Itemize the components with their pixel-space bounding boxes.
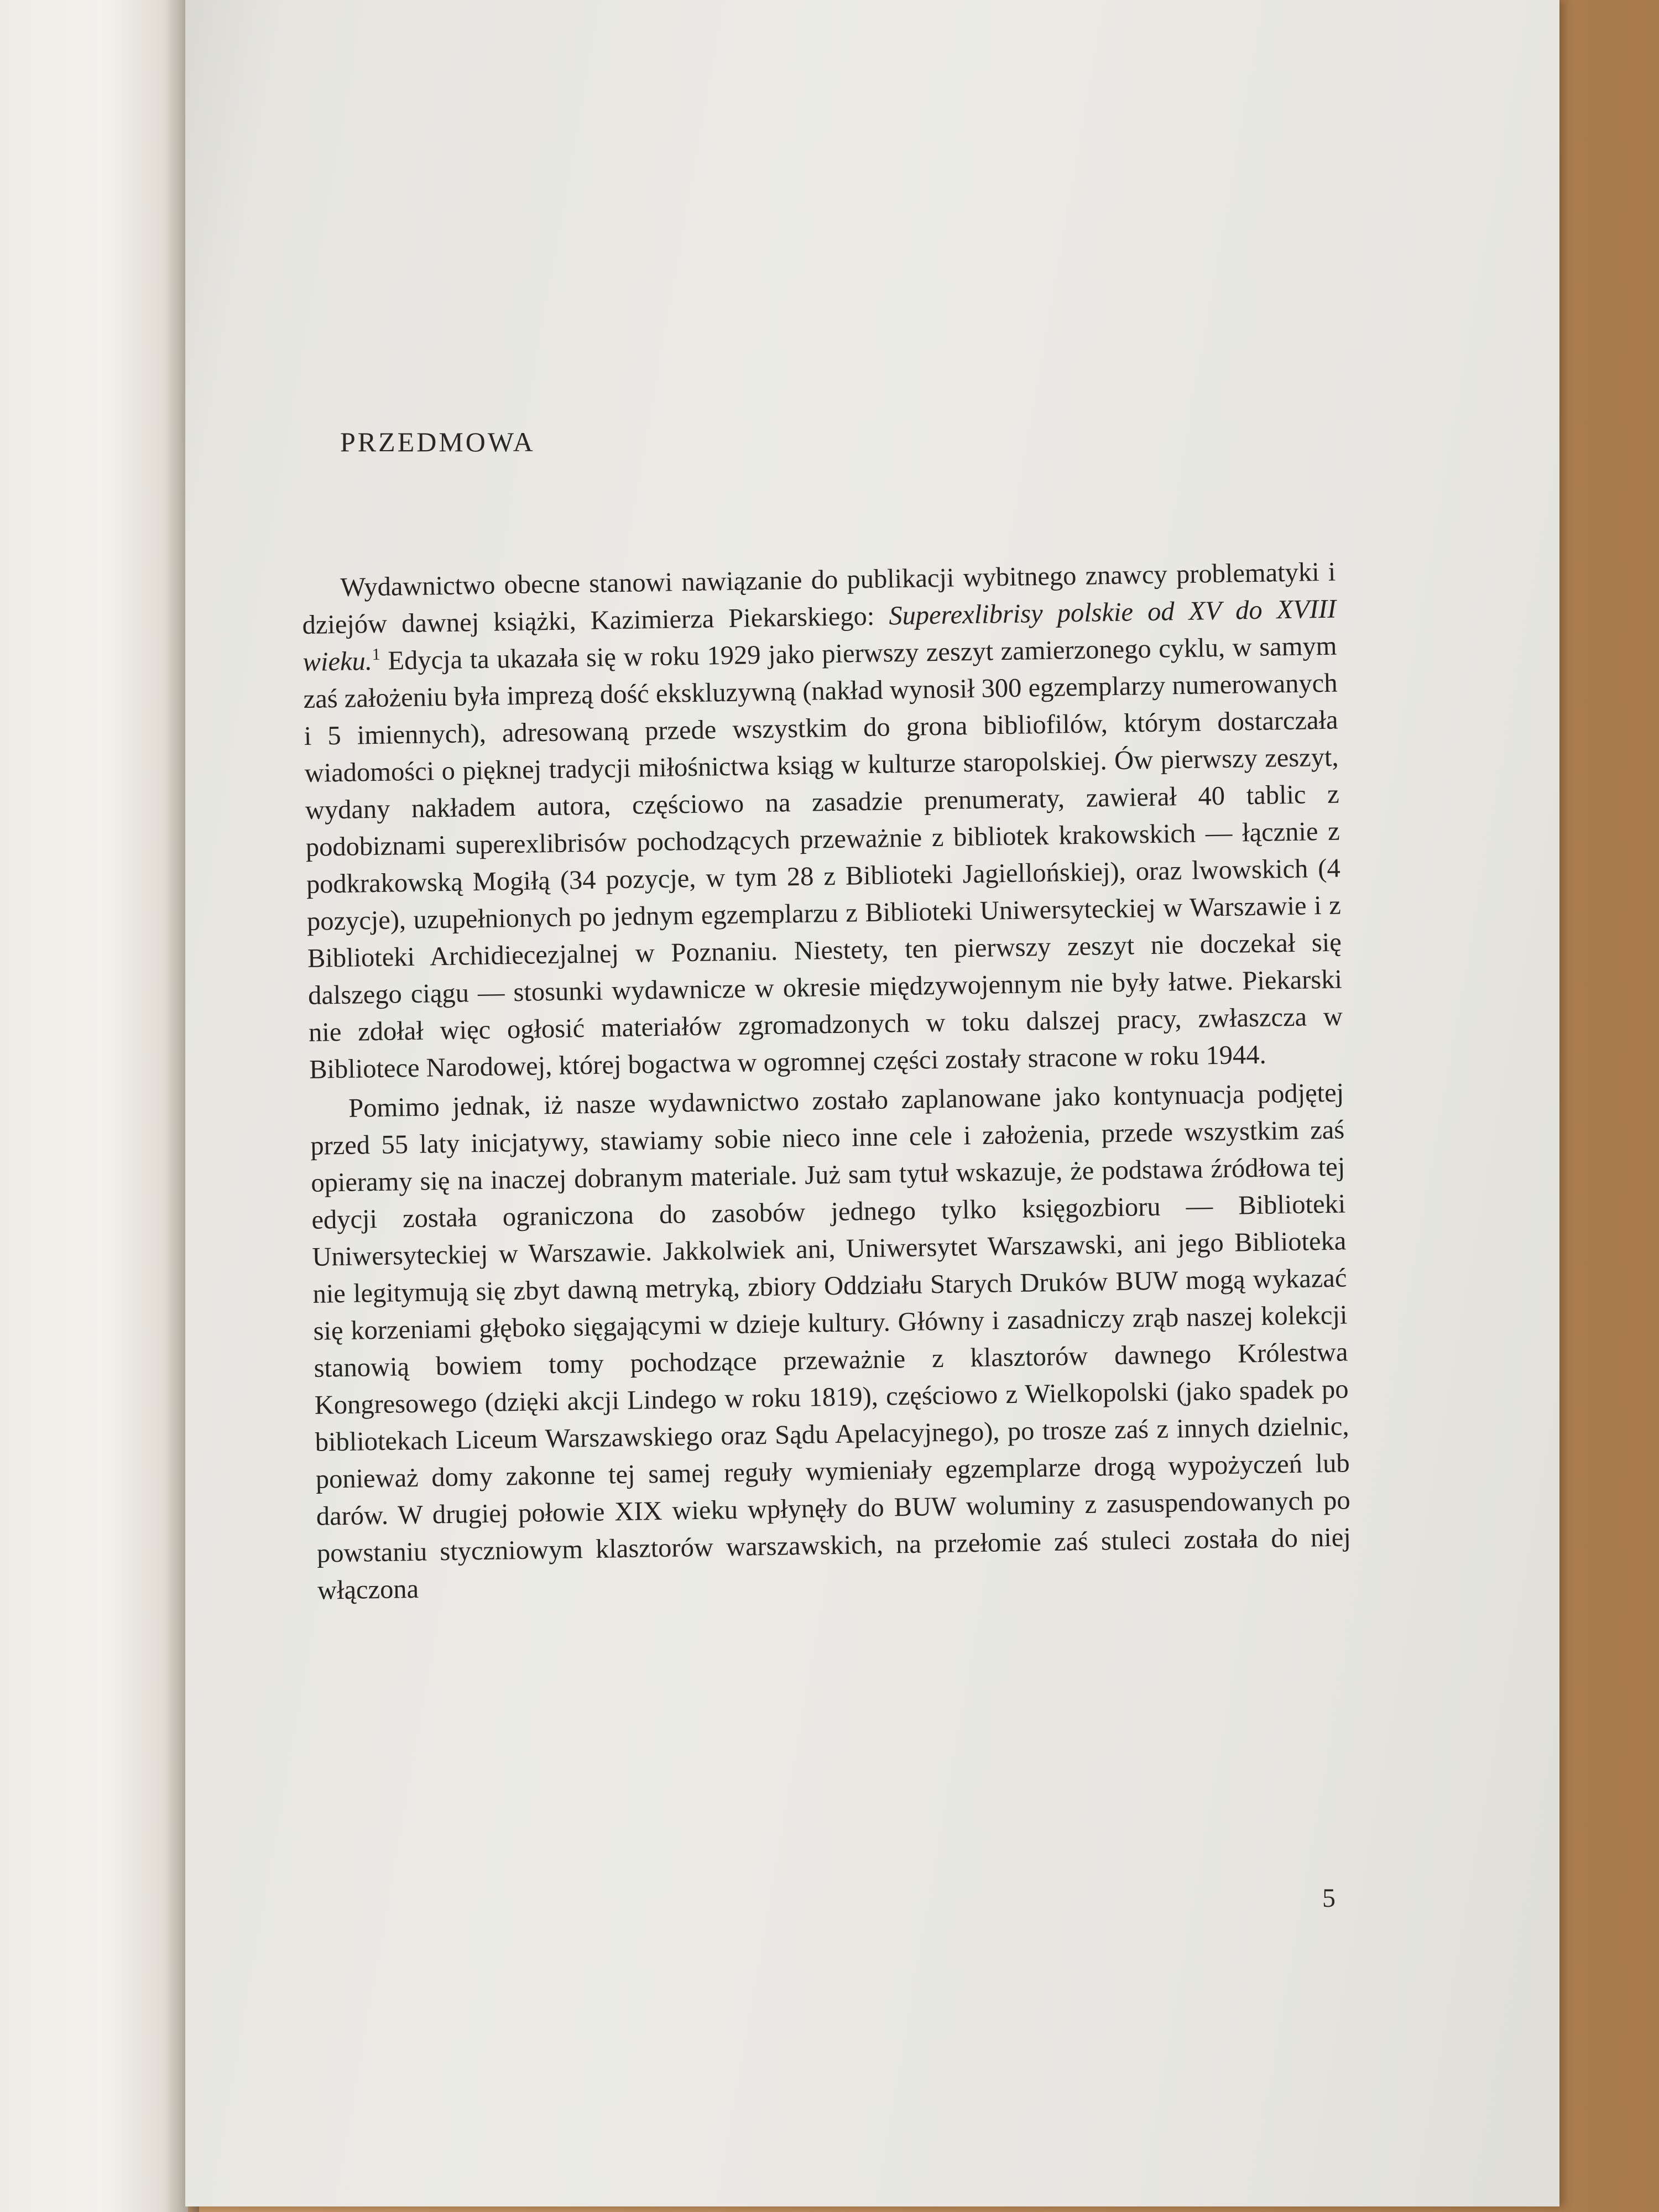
body-text — [301, 554, 1352, 1609]
paragraph-2: Pomimo jednak, iż nasze wydawnictwo zostało zaplanowane jako kontynuacja podjętej przed 55 laty inicjatywy, stawiamy sobie nieco inne cele i założenia, przede wszystkim zaś opieramy się na inaczej dobranym materiale. Już sam tytuł wskazuje, że podstawa źródłowa tej edycji została ograniczona do zasobów jednego tylko księgozbioru — Biblioteki Uniwersyteckiej w Warszawie. Jakkolwiek ani, Uniwersytet Warszawski, ani jego Biblioteka nie legitymują się zbyt dawną metryką, zbiory Oddziału Starych Druków BUW mogą wykazać się korzeniami głęboko sięgającymi w dzieje kultury. Główny i zasadniczy zrąb naszej kolekcji stanowią bowiem tomy pochodzące przeważnie z klasztorów dawnego Królestwa Kongresowego (dzięki akcji Lindego w roku 1819), częściowo z Wielkopolski (jako spadek po bibliotekach Liceum Warszawskiego oraz Sądu Apelacyjnego), po trosze zaś z innych dzielnic, ponieważ domy zakonne tej samej reguły wymieniały egzemplarze drogą wypożyczeń lub darów. W drugiej połowie XIX wieku wpłynęły do BUW woluminy z zasuspendowanych po powstaniu styczniowym klasztorów warszawskich, na przełomie zaś stuleci została do niej włączona — [310, 1078, 1352, 1605]
page-heading: PRZEDMOWA — [340, 426, 535, 457]
paragraph-1-intro: Wydawnictwo obecne stanowi nawiązanie do publikacji wybitnego znawcy problematyki i dziejów dawnej książki, Kazimierza Piekarskiego: — [302, 557, 1336, 640]
book-page — [185, 0, 1559, 2206]
page-content — [185, 0, 1559, 2206]
cited-title: Superexlibrisy polskie od XV do XVIII wieku. — [302, 594, 1337, 677]
paragraph-1 — [301, 554, 1344, 1088]
footnote-reference: 1 — [372, 645, 380, 664]
paragraph-1-body: Edycja ta ukazała się w roku 1929 jako pierwszy zeszyt zamierzonego cyklu, w samym zaś założeniu była imprezą dość ekskluzywną (nakład wynosił 300 egzemplarzy numerowanych i 5 imiennych), adresowaną przede wszystkim do grona bibliofilów, którym dostarczała wiadomości o pięknej tradycji miłośnictwa ksiąg w kulturze staropolskiej. Ów pierwszy zeszyt, wydany nakładem autora, częściowo na zasadzie prenumeraty, zawierał 40 tablic z podobiznami superexlibrisów pochodzących przeważnie z bibliotek krakowskich — łącznie z podkrakowską Mogiłą (34 pozycje, w tym 28 z Biblioteki Jagiellońskiej), oraz lwowskich (4 pozycje), uzupełnionych po jednym egzemplarzu z Biblioteki Uniwersyteckiej w Warszawie i z Biblioteki Archidiecezjalnej w Poznaniu. Niestety, ten pierwszy zeszyt nie doczekał się dalszego ciągu — stosunki wydawnicze w okresie międzywojennym nie były łatwe. Piekarski nie zdołał więc ogłosić materiałów zgromadzonych w toku dalszej pracy, zwłaszcza w Bibliotece Narodowej, której bogactwa w ogromnej części zostały stracone w roku 1944. — [303, 631, 1343, 1084]
page-number: 5 — [1322, 1884, 1335, 1913]
facing-page — [0, 0, 188, 2212]
